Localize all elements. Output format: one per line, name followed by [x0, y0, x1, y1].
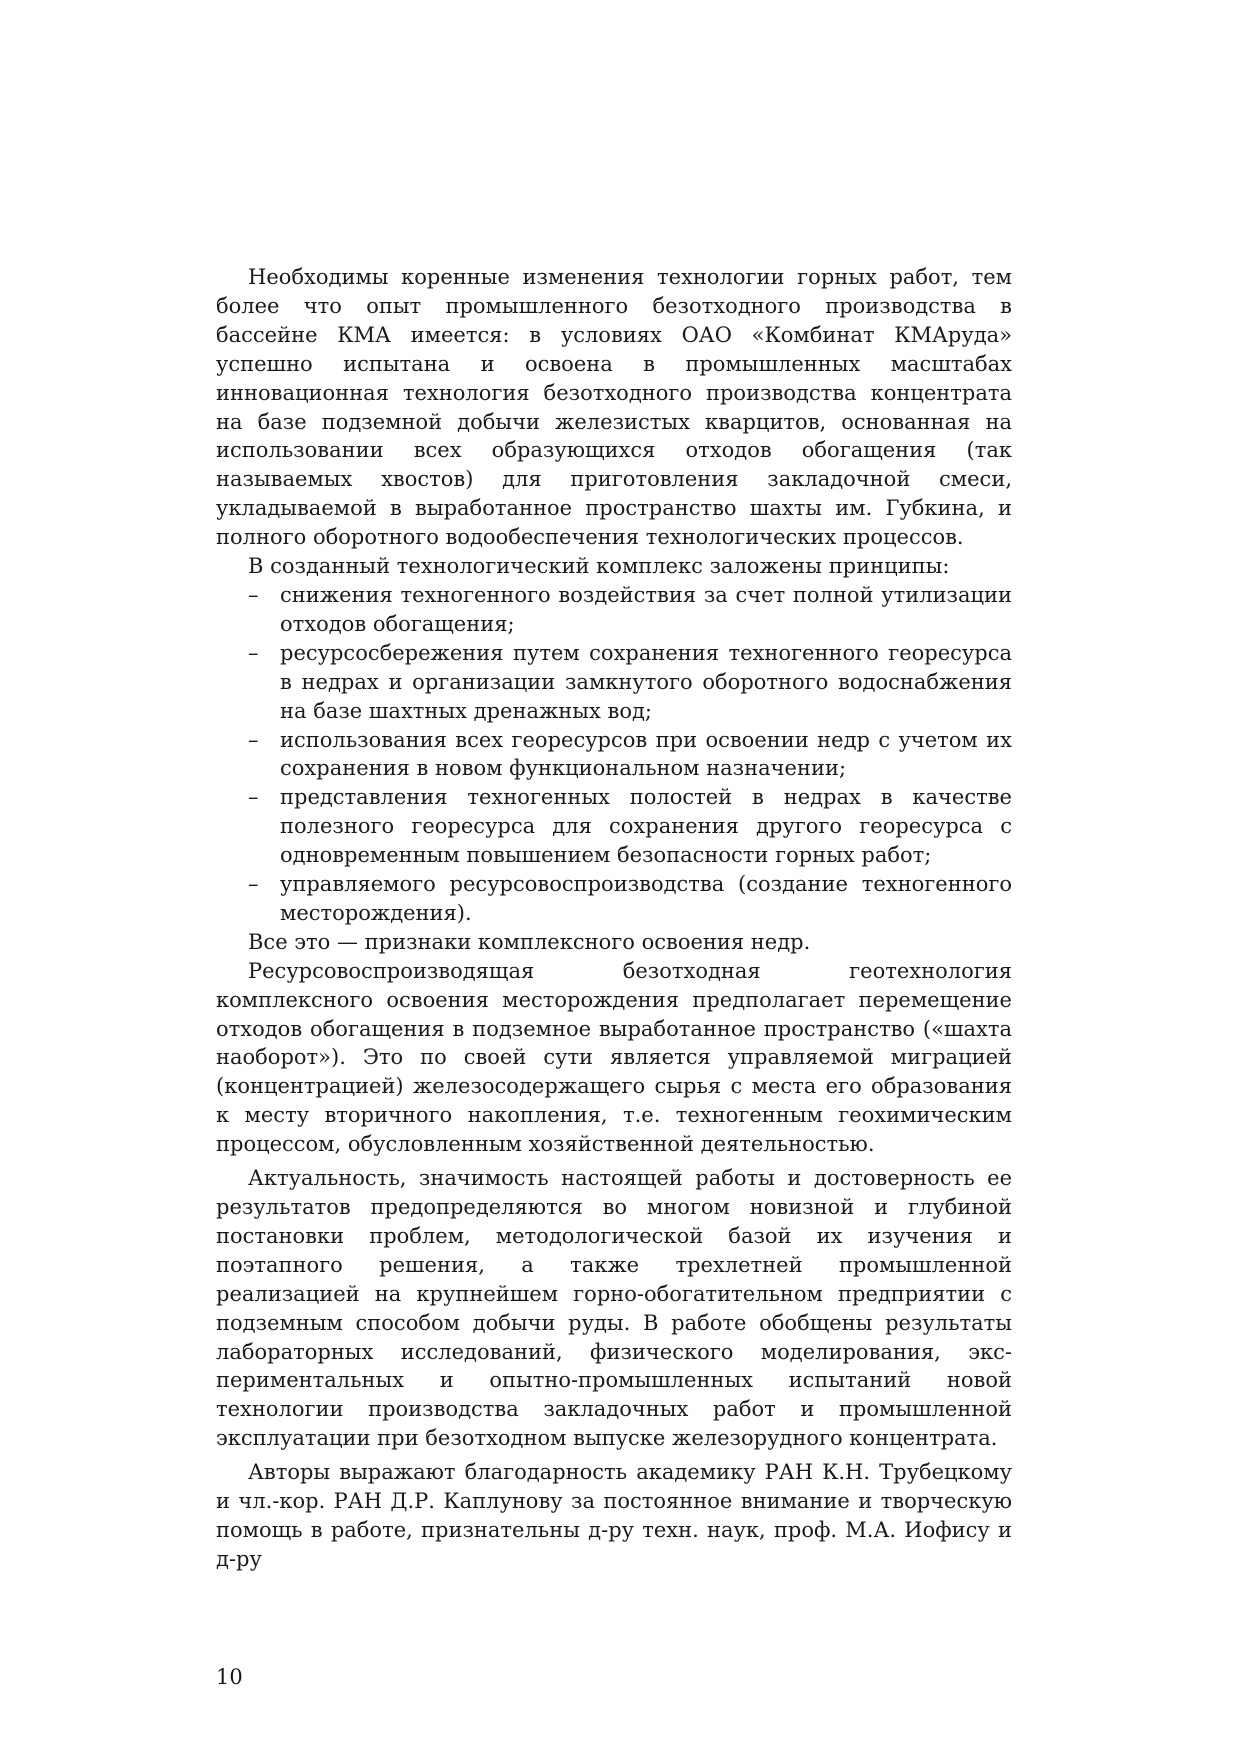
paragraph-acknowledgements: Авторы выражают благодарность академику РАН К.Н. Трубецкому и чл.-кор. РАН Д.Р. Каплунову за постоянное внимание и творческую помощь в работе, признательны д-ру техн. наук, проф. М.А. Иофису и д-ру	[216, 1460, 1012, 1571]
list-item-text: использования всех георесурсов при освоении недр с учетом их сохранения в новом функциональном назначении;	[280, 727, 1012, 781]
principles-list	[216, 581, 1012, 928]
paragraph-geotechnology: Ресурсовоспроизводящая безотходная геотехнология комплексного освоения месторождения предполагает перемещение отходов обогащения в подземное выработанное пространство («шахта наоборот»). Это по своей сути является управляемой миграцией (концентрацией) железосодержащего сырья с места его образования к месту вторичного накопления, т.е. техногенным геохимическим процессом, обусловленным хозяйственной деятельностью.	[216, 958, 1012, 1157]
body-text	[216, 263, 1012, 1574]
paragraph-summary: Все это — признаки комплексного освоения недр.	[248, 929, 811, 954]
list-item	[248, 639, 1012, 726]
dash-marker: –	[248, 785, 259, 810]
paragraph-relevance: Актуальность, значимость настоящей работы и достоверность ее результатов предопределяются во многом новизной и глубиной постановки проблем, методологической базой их изучения и поэтапного решения, а также трехлетней промышленной реализацией на крупнейшем горно-обогатительном предприятии с подземным способом добычи руды. В работе обобщены результаты лабораторных исследований, физического моделирования, экспериментальных и опытно-промышленных испытаний новой технологии производства закладочных работ и промышленной эксплуатации при безотходном выпуске железорудного концентрата.	[216, 1166, 1012, 1451]
paragraph-intro: Необходимы коренные изменения технологии горных работ, тем более что опыт промышленного безотходного производства в бассейне КМА имеется: в условиях ОАО «Комбинат КМАруда» успешно испытана и освоена в промышленных масштабах инновационная технология безотходного производства концентрата на базе подземной добычи железистых кварцитов, основанная на использовании всех образующихся отходов обогащения (так называемых хвостов) для приготовления закладочной смеси, укладываемой в выработанное пространство шахты им. Губкина, и полного оборотного водообеспечения технологических процессов.	[216, 265, 1012, 550]
list-item-text: представления техногенных полостей в недрах в качестве полезного георесурса для сохранения другого георесурса с одновременным повышением безопасности горных работ;	[280, 785, 1012, 868]
page-number: 10	[216, 1665, 243, 1689]
list-item-text: снижения техногенного воздействия за счет полной утилизации отходов обогащения;	[280, 582, 1012, 636]
dash-marker: –	[248, 640, 259, 665]
list-item-text: управляемого ресурсовоспроизводства (создание техногенного месторождения).	[280, 872, 1012, 925]
list-item	[248, 726, 1012, 784]
dash-marker: –	[248, 727, 259, 752]
list-item	[248, 783, 1012, 870]
list-item	[248, 581, 1012, 639]
list-item-text: ресурсосбережения путем сохранения техногенного георесурса в недрах и организации замкнутого оборотного водоснабжения на базе шахтных дренажных вод;	[280, 640, 1012, 723]
dash-marker: –	[248, 582, 259, 607]
dash-marker: –	[248, 872, 259, 897]
paragraph-principles-lead: В созданный технологический комплекс заложены принципы:	[248, 554, 950, 579]
list-item	[248, 870, 1012, 928]
